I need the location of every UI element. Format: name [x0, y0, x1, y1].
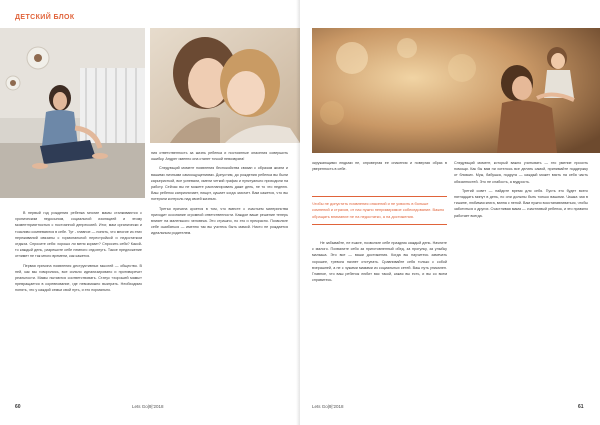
family-playing-photo — [312, 28, 600, 153]
paragraph: Следующий момент, который важно учитывать — это умение просить помощи. Как бы вам ни хотелось все делать самой, принимайте поддержку от близких. Муж, бабушка, подруга — каждый может взять на себя часть обязанностей. Это не слабость, а мудрость. — [454, 161, 588, 184]
page-number-left: 60 — [15, 404, 21, 410]
mother-child-image — [150, 28, 300, 143]
pull-quote — [312, 196, 447, 225]
paragraph: Следующий момент появления беспокойства связан с образом жизни и вашими личными самоощущениями. Допустим, до рождения ребенка вы были карьеристкой, все успевали, имели четкий график и пунктуально приходили на работу. Сейчас вы не можете распланировать даже день, не то что неделю. Ваш ребенок капризничает, пищит, кушает когда захочет. Вам кажется, что вы потеряли контроль над своей жизнью. — [151, 166, 288, 202]
mother-sitting-photo — [0, 28, 145, 198]
paragraph: окружающими людьми не, опровергая ее опасения и повергая образ в уверенность в себе. — [312, 161, 447, 172]
paragraph: Первая причина появления деструктивных мыслей — общество. В ней, как мы говорились, все сильно идеализировано и противоречит реальности. Мамы пытаются соответствовать. Статус «хорошей мамы» превращается в соревнование, где невозможно выиграть. Необходимо понять, что у каждой семьи свой путь, и это нормально. — [15, 263, 142, 293]
paragraph: Третья причина кроется в том, что вместе с счастьем материнства приходит осознание огромной ответственности. Каждое ваше решение теперь влияет на маленького человека. Это страшно, но это и прекрасно. Позвольте себе ошибаться — именно так вы учитесь быть мамой. Никто не рождается идеальным родителем. — [151, 206, 288, 236]
right-column-2 — [454, 160, 588, 222]
right-page — [300, 0, 600, 425]
footer-left: Lets Go|9|'2018 — [132, 404, 164, 409]
paragraph: ния ответственность за жизнь ребенка и постоянные опасения совершить ошибку. Андрег именно она станет точкой невозврата! — [151, 151, 288, 162]
pull-quote-text: Чтобы не допустить появления опасений и не усвоить в больше сомнений и страхов, от нас нужно непримиримое собеседование. Важно обращать внимание не на недостатки, а на достижения. — [312, 201, 445, 219]
left-column-2 — [151, 150, 288, 240]
mother-sitting-image — [0, 28, 145, 198]
section-title: ДЕТСКИЙ БЛОК — [15, 14, 75, 21]
paragraph: Третий совет — найдите время для себя. Пусть это будет всего пятнадцать минут в день, но они должны быть только вашими. Чашка чая в тишине, любимая книга, ванна с пеной. Вам нужно восстанавливаться, чтобы заботиться о других. Счастливая мама — счастливый ребенок, и это правило работает всегда. — [454, 188, 588, 218]
paragraph: В первый год рождения ребенка многие мамы сталкиваются с хроническим недосыпом, социальной изоляцией и этому моментприятностью с постоянной депрессией. Итог, мам органически и тоскливо сомневаются в себе. Тут - главное — понять, что многие из этих переживаний связаны с гормональной перестройкой и недостатком отдыха. Спросите себя: хорошо ли меня кормит? Спросить себя? Какой-то каждый день, разрешите себе немного отдохнуть. Такое предложение отнимет не так много времени, как кажется. — [15, 211, 142, 259]
page-number-right: 61 — [578, 404, 584, 410]
footer-right: Lets Go|9|'2018 — [312, 404, 344, 409]
right-column-1-body — [312, 240, 447, 286]
paragraph: Не забывайте, не ешьте, позвольте себе праздник каждый день. Начните с малого. Похвалите себя за приготовленный обед, за прогулку, за улыбку малыша. Это все — ваши достижения. Когда вы научитесь замечать хорошее, тревога начнет отступать. Сравнивайте себя только с собой вчерашней, а не с чужими мамами из социальных сетей. Ваш путь уникален. Главное, что ваш ребенок любит вас такой, какая вы есть, и вы со всем справитесь. — [312, 241, 447, 283]
left-column-1 — [15, 210, 142, 297]
right-column-1 — [312, 160, 447, 175]
family-playing-image — [312, 28, 600, 153]
mother-child-photo — [150, 28, 300, 143]
